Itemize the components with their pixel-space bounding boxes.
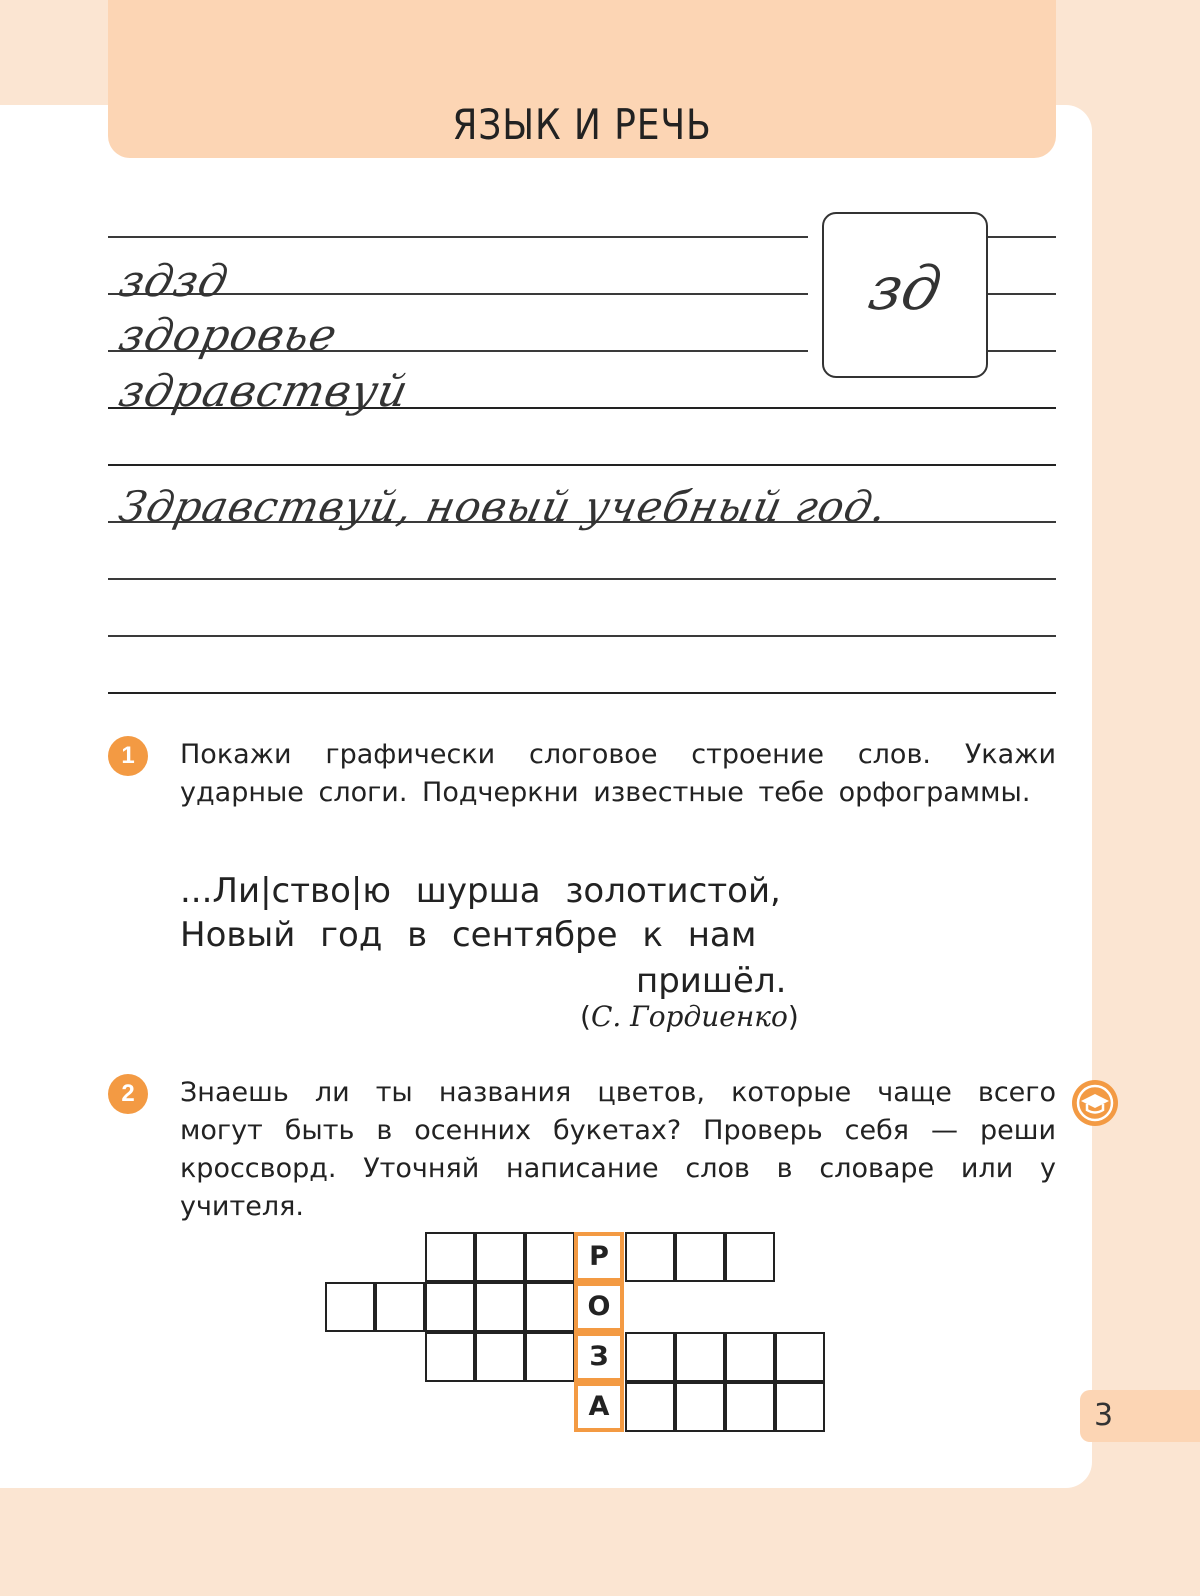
crossword-key-cell[interactable]: О: [574, 1282, 624, 1332]
ruling-line: [108, 692, 1056, 694]
copybook-line-1: здзд: [114, 256, 234, 307]
crossword-cell[interactable]: [675, 1232, 725, 1282]
crossword-cell[interactable]: [525, 1282, 575, 1332]
task-1-text: Покажи графически слоговое строение слов. Укажи ударные слоги. Подчеркни известные тебе орфограммы.: [180, 739, 1056, 808]
crossword-cell[interactable]: [675, 1332, 725, 1382]
crossword-cell[interactable]: [325, 1282, 375, 1332]
crossword-key-cell[interactable]: Р: [574, 1232, 624, 1282]
poem-line-2: Новый год в сентябре к нам: [180, 915, 757, 955]
crossword-cell[interactable]: [425, 1232, 475, 1282]
crossword-cell[interactable]: [675, 1382, 725, 1432]
crossword-cell[interactable]: [425, 1282, 475, 1332]
poem-line-3: пришёл.: [636, 961, 787, 1001]
graduation-cap-glyph: [1072, 1080, 1118, 1126]
ruling-line: [108, 236, 808, 238]
crossword-cell[interactable]: [725, 1332, 775, 1382]
crossword-cell[interactable]: [475, 1232, 525, 1282]
ruling-line: [108, 578, 1056, 580]
crossword-cell[interactable]: [725, 1232, 775, 1282]
crossword-cell[interactable]: [525, 1332, 575, 1382]
page-number: 3: [1080, 1390, 1200, 1442]
crossword-cell[interactable]: [475, 1332, 525, 1382]
crossword-key-cell[interactable]: А: [574, 1382, 624, 1432]
crossword-key-cell[interactable]: З: [574, 1332, 624, 1382]
crossword-cell[interactable]: [775, 1332, 825, 1382]
crossword-cell[interactable]: [425, 1332, 475, 1382]
page-title: ЯЗЫК И РЕЧЬ: [452, 100, 712, 149]
task-number-1: 1: [108, 736, 148, 776]
author-bracket-open: (: [580, 1000, 591, 1033]
crossword-cell[interactable]: [625, 1232, 675, 1282]
crossword-cell[interactable]: [625, 1332, 675, 1382]
sample-letters-box: [822, 212, 988, 378]
task-number-2: 2: [108, 1074, 148, 1114]
poem-line-1: ...Ли|ство|ю шурша золотистой,: [180, 871, 781, 911]
author-name: С. Гордиенко: [590, 1000, 788, 1033]
task-2-text: Знаешь ли ты названия цветов, которые чаще всего могут быть в осенних букетах? Проверь себя — реши кроссворд. Уточняй написание слов в словаре или у учителя.: [180, 1077, 1056, 1222]
author-bracket-close: ): [787, 1000, 799, 1033]
crossword-cell[interactable]: [725, 1382, 775, 1432]
ruling-line: [108, 464, 1056, 466]
copybook-sentence: Здравствуй, новый учебный год.: [114, 482, 893, 531]
crossword-cell[interactable]: [375, 1282, 425, 1332]
poem-author: [580, 1000, 799, 1033]
page-header: [108, 0, 1056, 158]
copybook-line-3: здравствуй: [114, 366, 414, 417]
crossword-cell[interactable]: [775, 1382, 825, 1432]
ruling-line: [108, 635, 1056, 637]
crossword-cell[interactable]: [475, 1282, 525, 1332]
sample-letters: зд: [863, 254, 947, 324]
graduation-cap-icon: [1072, 1080, 1118, 1126]
crossword-cell[interactable]: [525, 1232, 575, 1282]
copybook-line-2: здоровье: [114, 310, 343, 361]
crossword-cell[interactable]: [625, 1382, 675, 1432]
